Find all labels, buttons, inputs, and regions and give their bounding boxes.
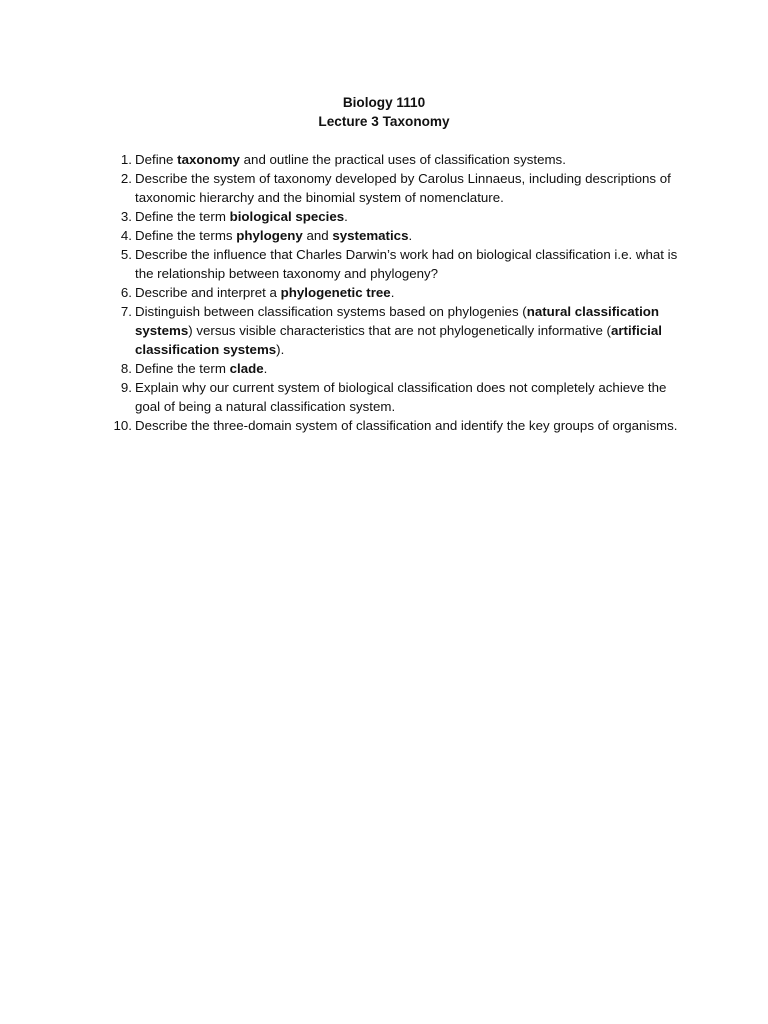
objective-text-segment: Define <box>135 152 178 167</box>
objective-text-segment: ). <box>276 342 285 357</box>
key-term: artificial classification systems <box>135 323 662 357</box>
objective-number: 9. <box>120 380 132 395</box>
objective-item <box>100 150 680 169</box>
objective-item <box>100 245 680 283</box>
learning-objectives-list <box>100 150 680 435</box>
objective-text-segment: Distinguish between classification systems based on phylogenies ( <box>135 304 527 319</box>
objective-text-segment: Describe the three-domain system of classification and identify the key groups of organisms. <box>135 418 678 433</box>
objective-item <box>100 283 680 302</box>
objective-item <box>100 416 680 435</box>
objective-text <box>135 209 348 224</box>
objective-item <box>100 378 680 416</box>
objective-text-segment: and outline the practical uses of classification systems. <box>239 152 566 167</box>
key-term: natural classification systems <box>135 304 660 338</box>
objective-text-segment: and <box>302 228 333 243</box>
key-term: systematics <box>332 228 409 243</box>
objective-text <box>135 152 566 167</box>
objective-text <box>135 171 671 205</box>
document-header <box>0 93 768 131</box>
objective-text-segment: Define the terms <box>135 228 237 243</box>
objective-number: 6. <box>120 285 132 300</box>
objective-number: 8. <box>120 361 132 376</box>
objective-item <box>100 302 680 359</box>
objective-number: 10. <box>113 418 132 433</box>
objective-number: 4. <box>120 228 132 243</box>
objective-text-segment: Describe the system of taxonomy developed by Carolus Linnaeus, including descriptions of taxonomic hierarchy and the binomial system of nomenclature. <box>135 171 671 205</box>
objective-text <box>135 285 394 300</box>
objective-text-segment: Explain why our current system of biological classification does not completely achieve the goal of being a natural classification system. <box>135 380 667 414</box>
key-term: biological species <box>229 209 345 224</box>
objective-number: 1. <box>120 152 132 167</box>
objective-text-segment: . <box>344 209 348 224</box>
objective-text <box>135 228 412 243</box>
objective-text <box>135 380 666 414</box>
objective-number: 7. <box>120 304 132 319</box>
objective-number: 3. <box>120 209 132 224</box>
objective-item <box>100 226 680 245</box>
key-term: phylogenetic tree <box>280 285 391 300</box>
objective-number: 5. <box>120 247 132 262</box>
key-term: clade <box>229 361 264 376</box>
objective-text <box>135 304 662 357</box>
objective-text-segment: Describe the influence that Charles Darwin’s work had on biological classification i.e. what is the relationship between taxonomy and phylogeny? <box>135 247 678 281</box>
course-title: Biology 1110 <box>342 95 426 110</box>
objective-item <box>100 169 680 207</box>
lecture-title: Lecture 3 Taxonomy <box>318 114 450 129</box>
key-term: taxonomy <box>177 152 240 167</box>
objective-text-segment: Define the term <box>135 209 230 224</box>
key-term: phylogeny <box>236 228 303 243</box>
objective-text <box>135 418 677 433</box>
objective-text-segment: . <box>390 285 395 300</box>
objective-item <box>100 359 680 378</box>
objective-number: 2. <box>120 171 132 186</box>
objective-text <box>135 361 267 376</box>
objective-text-segment: . <box>408 228 413 243</box>
objective-text <box>135 247 677 281</box>
objective-text-segment: Define the term <box>135 361 230 376</box>
objective-text-segment: Describe and interpret a <box>135 285 281 300</box>
objective-text-segment: ) versus visible characteristics that are not phylogenetically informative ( <box>188 323 611 338</box>
objective-text-segment: . <box>263 361 268 376</box>
objective-item <box>100 207 680 226</box>
